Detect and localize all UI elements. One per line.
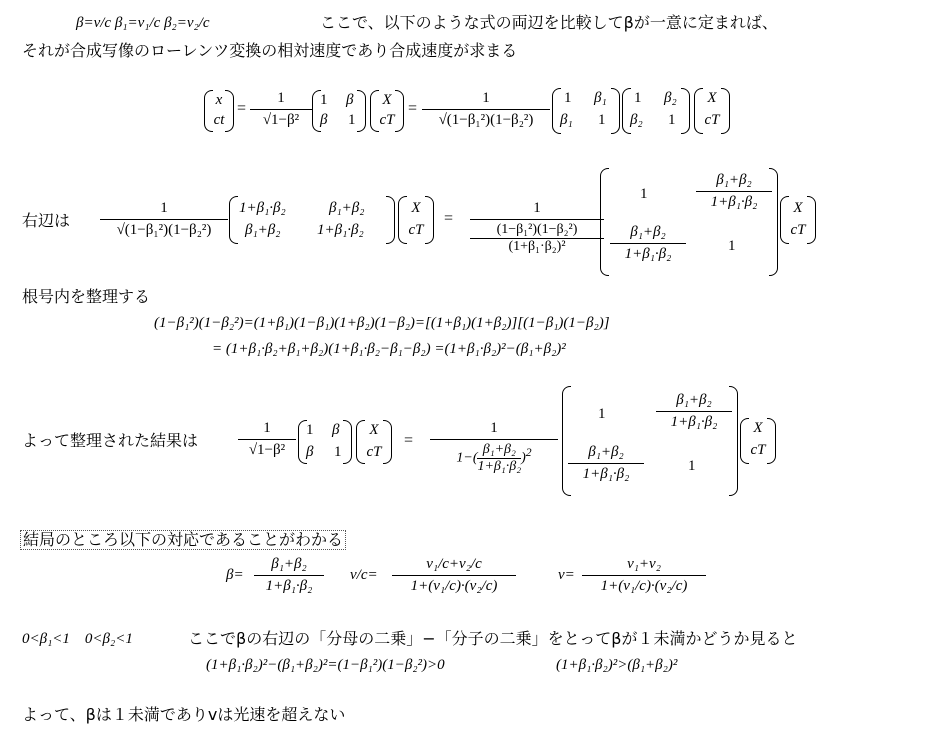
v-fraction: $\frac{\text{v₁+v₂}}{\text{1+(v₁/c)·(v₂/c)}}$ [582, 556, 706, 595]
beta-definitions: β=v/c β₁=v₁/c β₂=v₂/c [76, 15, 210, 31]
composite-factor-2: $\frac{1}{\text{√(1−β₁²)(1−β₂²)}}$ [100, 200, 228, 239]
inequality-2: (1+β₁·β₂)²>(β₁+β₂)² [556, 657, 678, 673]
inequality-1: (1+β₁·β₂)²−(β₁+β₂)²=(1−β₁²)(1−β₂²)>0 [206, 657, 445, 673]
simplify-line-1: (1−β₁²)(1−β₂²)=(1+β₁)(1−β₁)(1+β₂)(1−β₂)=[(1+β₁)(1+β₂)][(1−β₁)(1−β₂)] [154, 315, 610, 331]
product-matrix: 1+β₁·β₂ β₁+β₂ β₁+β₂ 1+β₁·β₂ [229, 196, 395, 244]
conclusion-boxed: 結局のところ以下の対応であることがわかる [20, 530, 346, 550]
normalized-factor: 1 (1−β₁²)(1−β₂²) (1+β₁·β₂)² [470, 200, 604, 255]
label-simplify: 根号内を整理する [22, 287, 151, 306]
matrix-beta2: 1 β₂ β₂ 1 [622, 88, 690, 134]
rhs-vector: X cT [370, 90, 404, 132]
intro-line-2: それが合成写像のローレンツ変換の相対速度であり合成速度が求まる [22, 41, 518, 60]
rhs-vector-2: X cT [694, 88, 730, 134]
rhs-vector-4: X cT [780, 196, 816, 244]
label-right-side: 右辺は [22, 211, 71, 230]
lhs-vector: x ct [204, 90, 234, 132]
condition-range: 0<β₁<1 0<β₂<1 [22, 631, 133, 647]
normalized-matrix-2: 1 $\frac{\text{β₁+β₂}}{\text{1+β₁·β₂}}$ $\frac{\text{β₁+β₂}}{\text{1+β₁·β₂}}$ 1 [562, 386, 738, 496]
document-page: β=v/c β₁=v₁/c β₂=v₂/c ここで、以下のような式の両辺を比較してβが一意に定まれば、 それが合成写像のローレンツ変換の相対速度であり合成速度が求まる x ct = $\frac{1}{\text{√1−β²}}$ 1 β β 1 X cT = $\frac{1}{\text{√(1−β₁²)(1−β₂²)}}$ 1 β₁ β₁ 1 1 β₂ β₂ 1 X cT 右辺は $\frac{1}{\text{√(1−β₁²)(1−β₂²)}}$ 1+β₁·β₂ β₁+β₂ β₁+β₂ 1+β₁·β₂ X cT = 1 (1−β₁²)(1−β₂²) (1+β₁·β₂)² 1 $\frac{\text{β₁+β₂}}{\text{1+β₁·β₂}}$ $\frac{\text{β₁+β₂}}{\text{1+β₁·β₂}}$ 1 X cT 根号内を整理する (1−β₁²)(1−β₂²)=(1+β₁)(1−β₁)(1+β₂)(1−β₂)=[(1+β₁)(1+β₂)][(1−β₁)(1−β₂)] = (1+β₁·β₂+β₁+β₂)(1+β₁·β₂−β₁−β₂) =(1+β₁·β₂)²−(β₁+β₂)² よって整理された結果は $\frac{1}{\text{√1−β²}}$ 1 β β 1 X cT = 1 1−( $\frac{\text{β₁+β₂}}{\text{1+β₁·β₂}}$ )$^2$ 1 $\frac{\text{β₁+β₂}}{\text{1+β₁·β₂}}$ $\frac{\text{β₁+β₂}}{\text{1+β₁·β₂}}$ 1 X cT 結局のところ以下の対応であることがわかる β= $\frac{\text{β₁+β₂}}{\text{1+β₁·β₂}}$ v/c= $\frac{\text{v₁/c+v₂/c}}{\text{1+(v₁/c)·(v₂/c)}}$ v= $\frac{\text{v₁+v₂}}{\text{1+(v₁/c)·(v₂/c)}}$ 0<β₁<1 0<β₂<1 ここでβの右辺の「分母の二乗」−「分子の二乗」をとってβが１未満かどうか見ると (1+β₁·β₂)²−(β₁+β₂)²=(1−β₁²)(1−β₂²)>0 (1+β₁·β₂)²>(β₁+β₂)² よって、βは１未満でありvは光速を超えない [0, 0, 932, 739]
final-explanation: ここでβの右辺の「分母の二乗」−「分子の二乗」をとってβが１未満かどうか見ると [188, 629, 798, 648]
normalized-matrix: 1 $\frac{\text{β₁+β₂}}{\text{1+β₁·β₂}}$ $\frac{\text{β₁+β₂}}{\text{1+β₁·β₂}}$ 1 [600, 168, 778, 276]
simplify-line-2: = (1+β₁·β₂+β₁+β₂)(1+β₁·β₂−β₁−β₂) =(1+β₁·β₂)²−(β₁+β₂)² [212, 341, 566, 357]
rhs-vector-3: X cT [398, 196, 434, 244]
matrix-beta: 1 β β 1 [312, 90, 366, 132]
v-over-c-fraction: $\frac{\text{v₁/c+v₂/c}}{\text{1+(v₁/c)·(v₂/c)}}$ [392, 556, 516, 595]
rhs-vector-6: X cT [740, 418, 776, 464]
gamma-factor-2: $\frac{1}{\text{√1−β²}}$ [238, 420, 296, 459]
matrix-beta-2: 1 β β 1 [298, 420, 352, 464]
normalized-factor-2: 1 1−( $\frac{\text{β₁+β₂}}{\text{1+β₁·β₂}}$ )$^2$ [430, 420, 558, 475]
rhs-vector-5: X cT [356, 420, 392, 464]
beta-fraction: $\frac{\text{β₁+β₂}}{\text{1+β₁·β₂}}$ [254, 556, 324, 595]
gamma-factor: $\frac{1}{\text{√1−β²}}$ [250, 90, 312, 129]
matrix-beta1: 1 β₁ β₁ 1 [552, 88, 620, 134]
intro-line-1: ここで、以下のような式の両辺を比較してβが一意に定まれば、 [320, 13, 778, 32]
composite-factor: $\frac{1}{\text{√(1−β₁²)(1−β₂²)}}$ [422, 90, 550, 129]
closing-statement: よって、βは１未満でありvは光速を超えない [22, 705, 346, 724]
label-result: よって整理された結果は [22, 431, 199, 450]
